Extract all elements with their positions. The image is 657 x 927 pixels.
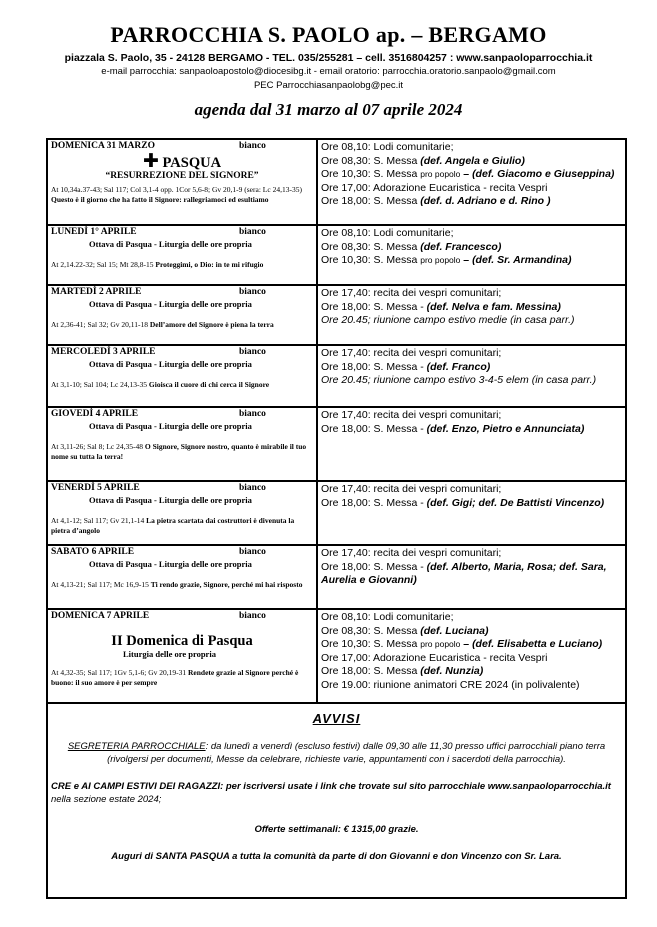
event-line — [321, 182, 622, 196]
readings-refs: At 3,11-26; Sal 8; Lc 24,35-48 — [51, 442, 145, 451]
event-line — [321, 409, 622, 423]
event-line — [321, 287, 622, 301]
pro-popolo: pro popolo — [420, 639, 461, 649]
day-row — [47, 545, 626, 609]
readings — [51, 516, 313, 536]
readings-psalm: Ti rendo grazie, Signore, perché mi hai risposto — [150, 580, 303, 589]
day-info-cell — [47, 481, 317, 545]
readings-refs: At 2,36-41; Sal 32; Gv 20,11-18 — [51, 320, 150, 329]
event-text: S. Messa - — [373, 300, 427, 313]
day-row — [47, 609, 626, 703]
day-header — [51, 141, 313, 153]
readings — [51, 668, 313, 688]
day-info-cell — [47, 545, 317, 609]
day-row — [47, 345, 626, 407]
event-text: S. Messa — [373, 254, 421, 266]
avvisi-row — [47, 703, 626, 898]
event-text: Lodi comunitarie; — [373, 141, 454, 153]
event-line — [321, 497, 622, 511]
day-name: SABATO 6 APRILE — [51, 547, 135, 557]
day-header — [51, 611, 313, 623]
liturgical-color: bianco — [239, 611, 266, 621]
event-time: Ore 17,00: — [321, 181, 373, 194]
liturgy-note: Ottava di Pasqua - Liturgia delle ore propria — [89, 495, 252, 505]
liturgical-color: bianco — [239, 141, 266, 151]
event-line — [321, 141, 622, 155]
readings-psalm: Gioisca il cuore di chi cerca il Signore — [148, 380, 270, 389]
event-line — [321, 679, 622, 693]
day-header — [51, 227, 313, 239]
agenda-title: agenda dal 31 marzo al 07 aprile 2024 — [194, 100, 463, 119]
liturgical-color: bianco — [239, 483, 266, 493]
event-time: Ore 17,40: — [321, 347, 374, 359]
event-text: recita dei vespri comunitari; — [373, 483, 502, 495]
day-header — [51, 483, 313, 495]
parish-pec: PEC Parrocchiasanpaolobg@pec.it — [253, 80, 404, 91]
mass-intention: – (def. Elisabetta e Luciano) — [460, 638, 603, 650]
event-text: S. Messa — [373, 154, 421, 167]
event-text: S. Messa - — [373, 360, 427, 373]
mass-intention: (def. Enzo, Pietro e Annunciata) — [426, 422, 585, 435]
event-line — [321, 665, 622, 679]
readings — [51, 185, 313, 205]
day-row — [47, 407, 626, 481]
event-time: Ore 18,00: — [321, 195, 374, 207]
readings-psalm: Rendete grazie al Signore perché è buono: il suo amore è per sempre — [51, 668, 299, 687]
pro-popolo: pro popolo — [420, 255, 461, 265]
mass-intention: (def. Gigi; def. De Battisti Vincenzo) — [426, 496, 605, 509]
readings-psalm: La pietra scartata dai costruttori è divenuta la pietra d’angolo — [51, 516, 295, 535]
mass-intention: – (def. Sr. Armandina) — [460, 254, 572, 266]
event-text: S. Messa — [373, 638, 421, 650]
day-row — [47, 225, 626, 285]
event-text: Ore 20.45; riunione campo estivo 3-4-5 elem (in casa parr.) — [321, 374, 597, 386]
event-line — [321, 561, 622, 575]
offerte-notice: Offerte settimanali: € 1315,00 grazie. — [254, 824, 419, 835]
liturgical-color: bianco — [239, 347, 266, 357]
event-line — [321, 155, 622, 169]
event-text: Lodi comunitarie; — [373, 611, 454, 623]
event-line — [321, 625, 622, 639]
day-name: VENERDÌ 5 APRILE — [51, 483, 140, 493]
event-time: Ore 08,30: — [321, 154, 374, 167]
event-line — [321, 195, 622, 209]
event-time: Ore 08,10: — [321, 227, 374, 239]
event-text: S. Messa — [373, 624, 421, 637]
event-text: Ore 20.45; riunione campo estivo medie (in casa parr.) — [321, 314, 575, 326]
events-cell — [317, 139, 626, 225]
mass-intention: (def. Francesco) — [420, 240, 502, 253]
day-info-cell — [47, 609, 317, 703]
liturgy-note: Ottava di Pasqua - Liturgia delle ore propria — [89, 559, 252, 569]
event-line — [321, 638, 622, 652]
feast-name: PASQUA — [162, 155, 222, 171]
event-time: Ore 18,00: — [321, 665, 374, 677]
day-info-cell — [47, 285, 317, 345]
event-line — [321, 652, 622, 666]
event-time: Ore 18,00: — [321, 360, 374, 373]
event-line — [321, 374, 622, 388]
day-name: DOMENICA 31 MARZO — [51, 141, 155, 151]
event-text: recita dei vespri comunitari; — [373, 409, 502, 421]
mass-intention: (def. d. Adriano e d. Rino ) — [420, 195, 551, 207]
readings-refs: At 3,1-10; Sal 104; Lc 24,13-35 — [51, 380, 149, 389]
event-text: S. Messa — [373, 240, 421, 253]
readings-refs: At 2,14.22-32; Sal 15; Mt 28,8-15 — [51, 260, 156, 269]
readings-psalm: O Signore, Signore nostro, quanto è mirabile il tuo nome su tutta la terra! — [51, 442, 307, 461]
mass-intention: (def. Alberto, Maria, Rosa; def. Sara, — [426, 560, 607, 573]
event-text: recita dei vespri comunitari; — [373, 347, 502, 359]
event-text: S. Messa — [373, 195, 421, 207]
event-text: S. Messa — [373, 168, 421, 180]
readings-psalm: Questo è il giorno che ha fatto il Signore: rallegriamoci ed esultiamo — [51, 195, 269, 204]
event-time: Ore 18,00: — [321, 300, 374, 313]
event-line — [321, 347, 622, 361]
feast-subtitle: “RESURREZIONE DEL SIGNORE” — [105, 171, 259, 181]
auguri-notice: Auguri di SANTA PASQUA a tutta la comunità da parte di don Giovanni e don Vincenzo con Sr. Lara. — [111, 851, 562, 862]
mass-intention: Aurelia e Giovanni) — [321, 574, 417, 586]
liturgy-note: Ottava di Pasqua - Liturgia delle ore propria — [89, 421, 252, 431]
event-text: Adorazione Eucaristica - recita Vespri — [372, 181, 548, 194]
event-text: riunione animatori CRE 2024 (in polivalente) — [373, 678, 580, 691]
day-row — [47, 481, 626, 545]
day-name: DOMENICA 7 APRILE — [51, 611, 150, 621]
avvisi-box — [47, 703, 626, 898]
pro-popolo: pro popolo — [420, 169, 461, 179]
day-header — [51, 347, 313, 359]
readings-refs: At 4,1-12; Sal 117; Gv 21,1-14 — [51, 516, 147, 525]
event-time: Ore 08,10: — [321, 611, 374, 623]
day-row — [47, 139, 626, 225]
feast-title: II Domenica di Pasqua — [111, 633, 253, 649]
event-text: S. Messa - — [373, 422, 427, 435]
event-time: Ore 10,30: — [321, 168, 374, 180]
event-text: Adorazione Eucaristica - recita Vespri — [372, 651, 548, 664]
segreteria-notice — [51, 740, 622, 766]
readings — [51, 380, 313, 390]
event-text: recita dei vespri comunitari; — [373, 287, 502, 299]
cre-notice — [51, 780, 622, 806]
event-time: Ore 18,00: — [321, 496, 374, 509]
event-line — [321, 361, 622, 375]
mass-intention: (def. Luciana) — [420, 624, 489, 637]
day-name: GIOVEDÌ 4 APRILE — [51, 409, 139, 419]
events-cell — [317, 345, 626, 407]
event-line — [321, 227, 622, 241]
event-line — [321, 301, 622, 315]
event-time: Ore 08,10: — [321, 141, 374, 153]
event-time: Ore 08,30: — [321, 240, 374, 253]
event-text: recita dei vespri comunitari; — [373, 547, 502, 559]
weekly-agenda-table — [46, 138, 627, 899]
day-name: MARTEDÌ 2 APRILE — [51, 287, 142, 297]
event-text: S. Messa — [373, 665, 421, 677]
day-info-cell — [47, 225, 317, 285]
liturgy-note: Ottava di Pasqua - Liturgia delle ore propria — [89, 359, 252, 369]
liturgical-color: bianco — [239, 409, 266, 419]
liturgical-color: bianco — [239, 547, 266, 557]
day-header — [51, 409, 313, 421]
event-line — [321, 483, 622, 497]
readings — [51, 320, 313, 330]
segreteria-label: SEGRETERIA PARROCCHIALE — [67, 741, 206, 752]
readings-refs: At 10,34a.37-43; Sal 117; Col 3,1-4 opp. 1Cor 5,6-8; Gv 20,1-9 (sera: Lc 24,13-35) — [51, 185, 302, 194]
readings-psalm: Dell’amore del Signore è piena la terra — [149, 320, 274, 329]
liturgy-note: Ottava di Pasqua - Liturgia delle ore propria — [89, 299, 252, 309]
events-cell — [317, 225, 626, 285]
liturgy-note: Ottava di Pasqua - Liturgia delle ore propria — [89, 239, 252, 249]
avvisi-title: AVVISI — [312, 711, 361, 726]
day-info-cell — [47, 407, 317, 481]
event-time: Ore 10,30: — [321, 254, 374, 266]
event-line — [321, 423, 622, 437]
events-cell — [317, 285, 626, 345]
event-line — [321, 168, 622, 182]
liturgical-color: bianco — [239, 287, 266, 297]
event-time: Ore 17,40: — [321, 547, 374, 559]
readings-psalm: Proteggimi, o Dio: in te mi rifugio — [155, 260, 264, 269]
day-row — [47, 285, 626, 345]
event-line — [321, 314, 622, 328]
mass-intention: (def. Nelva e fam. Messina) — [426, 300, 561, 313]
day-header — [51, 547, 313, 559]
day-info-cell — [47, 139, 317, 225]
day-info-cell — [47, 345, 317, 407]
liturgy-note: Liturgia delle ore propria — [123, 649, 216, 659]
readings — [51, 260, 313, 270]
event-time: Ore 18,00: — [321, 422, 374, 435]
event-line — [321, 547, 622, 561]
events-cell — [317, 609, 626, 703]
readings-refs: At 4,13-21; Sal 117; Mc 16,9-15 — [51, 580, 151, 589]
mass-intention: – (def. Giacomo e Giuseppina) — [460, 168, 615, 180]
feast-title — [51, 150, 313, 172]
readings — [51, 580, 313, 590]
event-line — [321, 611, 622, 625]
parish-address: piazzala S. Paolo, 35 - 24128 BERGAMO - TEL. 035/255281 – cell. 3516804257 : www.sanpaoloparrocchia.it — [64, 52, 593, 64]
mass-intention: (def. Angela e Giulio) — [420, 154, 525, 167]
parish-title: PARROCCHIA S. PAOLO ap. – BERGAMO — [110, 22, 547, 47]
event-time: Ore 18,00: — [321, 560, 374, 573]
event-time: Ore 19.00: — [321, 678, 374, 691]
cre-text: nella sezione estate 2024; — [51, 794, 162, 805]
cross-icon: ✚ — [142, 150, 159, 172]
events-cell — [317, 481, 626, 545]
event-line — [321, 254, 622, 268]
events-cell — [317, 545, 626, 609]
event-time: Ore 08,30: — [321, 624, 374, 637]
liturgical-color: bianco — [239, 227, 266, 237]
event-time: Ore 17,40: — [321, 287, 374, 299]
readings — [51, 442, 313, 462]
event-text: Lodi comunitarie; — [373, 227, 454, 239]
segreteria-text: : da lunedì a venerdì (escluso festivi) dalle 09,30 alle 11,30 presso uffici parrocchiali piano terra (rivolgersi per documenti, Messe da celebrare, richieste varie, appuntamenti con i sacerdoti della parrocchia). — [107, 741, 606, 765]
event-text: S. Messa - — [373, 496, 427, 509]
event-time: Ore 17,40: — [321, 483, 374, 495]
cre-bold: CRE e AI CAMPI ESTIVI DEI RAGAZZI: per iscriversi usate i link che trovate sul sito parrocchiale www.sanpaoloparrocchia.it — [51, 781, 611, 792]
event-line — [321, 241, 622, 255]
event-line — [321, 574, 622, 588]
day-name: MERCOLEDÌ 3 APRILE — [51, 347, 156, 357]
day-name: LUNEDÌ 1° APRILE — [51, 227, 137, 237]
event-text: S. Messa - — [373, 560, 427, 573]
mass-intention: (def. Franco) — [426, 360, 491, 373]
event-time: Ore 17,40: — [321, 409, 374, 421]
spacer — [51, 623, 313, 633]
mass-intention: (def. Nunzia) — [420, 665, 484, 677]
events-cell — [317, 407, 626, 481]
event-time: Ore 10,30: — [321, 638, 374, 650]
event-time: Ore 17,00: — [321, 651, 373, 664]
parish-emails: e-mail parrocchia: sanpaoloapostolo@diocesibg.it - email oratorio: parrocchia.oratorio.sanpaolo@gmail.com — [101, 66, 556, 77]
day-header — [51, 287, 313, 299]
readings-refs: At 4,32-35; Sal 117; 1Gv 5,1-6; Gv 20,19-31 — [51, 668, 189, 677]
